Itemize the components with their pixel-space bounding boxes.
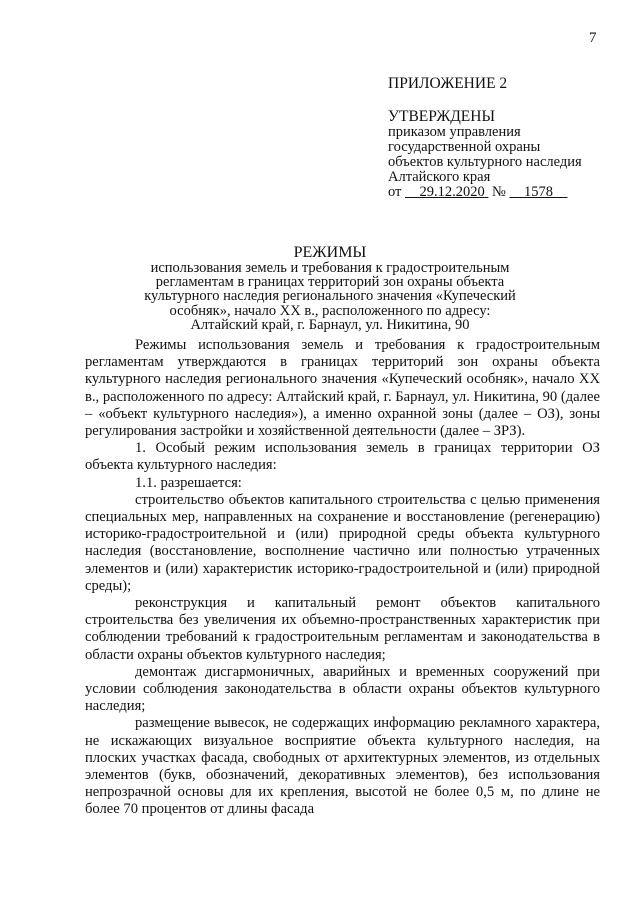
paragraph-item: размещение вывесок, не содержащих информацию рекламного характера, не искажающих визуальное восприятие объекта культурного наследия, на плоских участках фасада, свободных от архитектурных элементов, из отдельных элементов (букв, обозначений, декоративных элементов), без использования непрозрачной основы для их крепления, высотой не более 0,5 м, по длине не более 70 процентов от длины фасада: [85, 715, 600, 818]
subtitle-line: регламентам в границах территорий зон охраны объекта: [155, 274, 505, 291]
appendix-label: ПРИЛОЖЕНИЕ 2: [388, 75, 508, 92]
document-title: РЕЖИМЫ: [293, 244, 367, 261]
paragraph-item: демонтаж дисгармоничных, аварийных и временных сооружений при условии соблюдения законодательства в области охраны объектов культурного наследия;: [85, 663, 600, 715]
paragraph-item: строительство объектов капитального строительства с целью применения специальных мер, направленных на сохранение и восстановление (регенерацию) историко-градостроительной и (или) природной среды объекта культурного наследия (восстановление, восполнение частично или полностью утраченных элементов и (или) характеристик историко-градостроительной и (или) природной среды);: [85, 491, 600, 594]
subtitle-line: использования земель и требования к градостроительным: [150, 260, 510, 276]
approval-line: приказом управления: [388, 124, 521, 140]
approval-block: [388, 76, 618, 200]
paragraph-subsection-1-1: 1.1. разрешается:: [135, 474, 242, 491]
page-number: 7: [589, 30, 597, 46]
order-line: [388, 185, 618, 200]
document-title-block: [120, 244, 540, 332]
approval-line: государственной охраны: [388, 139, 541, 155]
order-number: 1578: [524, 184, 553, 200]
paragraph-section-1: 1. Особый режим использования земель в границах территории ОЗ объекта культурного наследия:: [85, 440, 600, 474]
approval-line: Алтайского края: [388, 169, 491, 185]
subtitle-line: Алтайский край, г. Барнаул, ул. Никитина, 90: [190, 316, 470, 333]
subtitle-line: культурного наследия регионального значения «Купеческий: [144, 288, 516, 305]
order-date: 29.12.2020: [419, 184, 485, 200]
subtitle-line: особняк», начало XX в., расположенного по адресу:: [169, 302, 491, 319]
approval-line: объектов культурного наследия: [388, 154, 582, 170]
order-number-label: №: [492, 184, 506, 200]
approved-label: УТВЕРЖДЕНЫ: [388, 108, 495, 125]
paragraph-item: реконструкция и капитальный ремонт объектов капитального строительства без увеличения их объемно-пространственных характеристик при соблюдении требований к градостроительным регламентам и законодательства в области охраны объектов культурного наследия;: [85, 595, 600, 663]
paragraph-intro: Режимы использования земель и требования к градостроительным регламентам утверждаются в границах территорий зон охраны объекта культурного наследия регионального значения «Купеческий особняк», начало XX в., расположенного по адресу: Алтайский край, г. Барнаул, ул. Никитина, 90 (далее – «объект культурного наследия»), а именно охранной зоны (далее – ОЗ), зоны регулирования застройки и хозяйственной деятельности (далее – ЗРЗ).: [85, 337, 600, 440]
order-prefix: от: [388, 184, 402, 200]
document-body: [85, 337, 600, 819]
